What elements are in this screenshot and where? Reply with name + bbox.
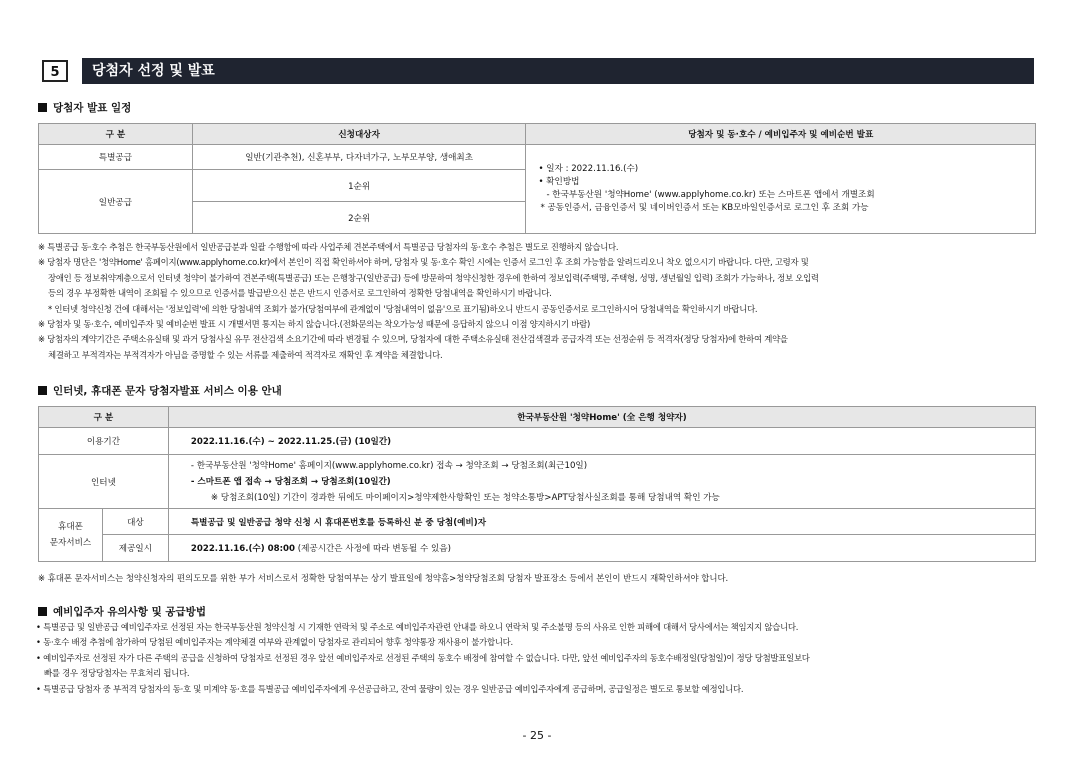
target-rank1: 1순위 xyxy=(192,170,526,202)
row-label-period: 이용기간 xyxy=(39,428,169,455)
announce-date: • 일자 : 2022.11.16.(수) xyxy=(538,164,639,174)
time-value: 2022.11.16.(수) 08:00 xyxy=(190,544,296,554)
note-line: 장애인 등 정보취약계층으로서 인터넷 청약이 불가하여 견본주택(특별공급) 또는 은행창구(일반공급) 등에 방문하여 청약신청한 경우에 한하여 정보입력(주택명, 주택형, 성명, 생년월일 입력) 조회가 가능하나, 정보 오입력 xyxy=(48,272,819,283)
time-note: (제공시간은 사정에 따라 변동될 수 있음) xyxy=(297,544,451,554)
square-bullet-icon xyxy=(38,103,47,112)
note-line: * 인터넷 청약신청 건에 대해서는 '정보입력'에 의한 당첨내역 조회가 불가(당첨여부에 관계없이 '당첨내역이 없음'으로 표기됨)하오니 반드시 공동인증서로 로그인하시어 당첨내역을 확인하시기 바랍니다. xyxy=(48,303,758,314)
row-label-general: 일반공급 xyxy=(39,170,193,234)
notes-schedule xyxy=(38,240,819,363)
bullet-line: 빠를 경우 정당당첨자는 무효처리 됩니다. xyxy=(44,668,190,679)
row-label-special: 특별공급 xyxy=(39,145,193,170)
internet-line-web: - 한국부동산원 '청약Home' 홈페이지(www.applyhome.co.kr) 접속 → 청약조회 → 당첨조회(최근10일) xyxy=(190,460,588,471)
time-cell xyxy=(168,535,1035,562)
col-header-category: 구 분 xyxy=(39,124,193,145)
note-line: 체결하고 부적격자는 부적격자가 아님을 증명할 수 있는 서류를 제출하여 적격자로 재확인 후 계약을 체결합니다. xyxy=(48,349,443,360)
schedule-table xyxy=(38,123,1036,234)
row-label-time: 제공일시 xyxy=(102,535,168,562)
row-label-sms: 휴대폰 문자서비스 xyxy=(39,509,103,562)
target-special: 일반(기관추천), 신혼부부, 다자녀가구, 노부모부양, 생애최초 xyxy=(192,145,526,170)
section-title: 당첨자 선정 및 발표 xyxy=(82,58,1034,84)
subsection-title-schedule: 당첨자 발표 일정 xyxy=(38,100,131,115)
note-line: 등의 경우 부정확한 내역이 조회될 수 있으므로 인증서를 발급받으신 분은 반드시 인증서로 로그인하여 정확한 당첨내역을 확인하시기 바랍니다. xyxy=(48,288,552,299)
note-line: ※ 당첨자 명단은 '청약Home' 홈페이지(www.applyhome.co.kr)에서 본인이 직접 확인하셔야 하며, 당첨자 및 동·호수 확인 시에는 인증서 로그인 후 조회 가능함을 알려드리오니 착오 없으시기 바랍니다. 다만, 고령자 및 xyxy=(38,257,809,268)
target-rank2: 2순위 xyxy=(192,202,526,234)
announce-method-detail: - 한국부동산원 '청약Home' (www.applyhome.co.kr) 또는 스마트폰 앱에서 개별조회 xyxy=(546,190,875,200)
square-bullet-icon xyxy=(38,386,47,395)
announce-method: • 확인방법 xyxy=(538,177,580,187)
note-line: ※ 특별공급 동·호수 추첨은 한국부동산원에서 일반공급분과 일괄 수행함에 따라 사업주체 견본주택에서 특별공급 당첨자의 동·호수 추첨은 별도로 진행하지 않습니다. xyxy=(38,242,619,252)
bullet-line: • 예비입주자로 선정된 자가 다른 주택의 공급을 신청하여 당첨자로 선정된 경우 앞선 예비입주자로 선정된 주택의 동호수 배정에 참여할 수 없습니다. 다만, 앞선 예비입주자의 동호수배정일(당첨일)이 정당 당첨발표일보다 xyxy=(36,652,810,663)
service-table xyxy=(38,406,1036,562)
note-line: ※ 당첨자의 계약기간은 주택소유실태 및 과거 당첨사실 유무 전산검색 소요기간에 따라 변경될 수 있으며, 당첨자에 대한 주택소유실태 전산검색결과 공급자격 또는 선정순위 등 적격자(정당 당첨자)에 한하여 계약을 xyxy=(38,334,788,345)
bullet-line: • 동·호수 배정 추첨에 참가하여 당첨된 예비입주자는 계약체결 여부와 관계없이 당첨자로 관리되어 향후 청약통장 재사용이 불가합니다. xyxy=(36,637,513,648)
page-number: - 25 - xyxy=(522,729,552,742)
section-number: 5 xyxy=(42,60,68,82)
period-value: 2022.11.16.(수) ~ 2022.11.25.(금) (10일간) xyxy=(168,428,1035,455)
col-header-announce: 당첨자 및 동·호수 / 예비입주자 및 예비순번 발표 xyxy=(526,124,1036,145)
col-header-category: 구 분 xyxy=(39,407,169,428)
subsection-title-service: 인터넷, 휴대폰 문자 당첨자발표 서비스 이용 안내 xyxy=(38,383,282,398)
internet-line-app: - 스마트폰 앱 접속 → 당첨조회 → 당첨조회(10일간) xyxy=(190,476,391,487)
col-header-target: 신청대상자 xyxy=(192,124,526,145)
subsection-title-waitlist: 예비입주자 유의사항 및 공급방법 xyxy=(38,604,206,619)
announce-cert-note: * 공동인증서, 금융인증서 및 네이버인증서 또는 KB모바일인증서로 로그인 후 조회 가능 xyxy=(540,203,869,213)
note-line: ※ 휴대폰 문자서비스는 청약신청자의 편의도모를 위한 부가 서비스로서 정확한 당첨여부는 상기 발표일에 청약홈>청약당첨조회 당첨자 발표장소 등에서 본인이 반드시 재확인하셔야 합니다. xyxy=(38,573,729,583)
section-header xyxy=(38,57,1034,84)
waitlist-bullets xyxy=(36,620,810,697)
square-bullet-icon xyxy=(38,607,47,616)
bullet-line: • 특별공급 및 일반공급 예비입주자로 선정된 자는 한국부동산원 청약신청 시 기재한 연락처 및 주소로 예비입주자관련 안내를 하오니 연락처 및 주소불명 등의 사유로 인한 피해에 대해서 당사에서는 책임지지 않습니다. xyxy=(36,622,799,632)
notes-service xyxy=(38,571,728,586)
target-value: 특별공급 및 일반공급 청약 신청 시 휴대폰번호를 등록하신 분 중 당첨(예비)자 xyxy=(168,509,1035,535)
bullet-line: • 특별공급 당첨자 중 부적격 당첨자의 동·호 및 미계약 동·호를 특별공급 예비입주자에게 우선공급하고, 잔여 물량이 있는 경우 일반공급 예비입주자에게 공급하며, 공급일정은 별도로 통보할 예정입니다. xyxy=(36,683,744,694)
note-line: ※ 당첨자 및 동·호수, 예비입주자 및 예비순번 발표 시 개별서면 통지는 하지 않습니다.(전화문의는 착오가능성 때문에 응답하지 않으니 이점 양지하시기 바람) xyxy=(38,319,590,330)
row-label-internet: 인터넷 xyxy=(39,455,169,509)
internet-cell xyxy=(168,455,1035,509)
col-header-applyhome: 한국부동산원 '청약Home' (全 은행 청약자) xyxy=(168,407,1035,428)
row-label-target: 대상 xyxy=(102,509,168,535)
announce-cell xyxy=(526,145,1036,234)
internet-line-note: ※ 당첨조회(10일) 기간이 경과한 뒤에도 마이페이지>청약제한사항확인 또는 청약소통방>APT당첨사실조회를 통해 당첨내역 확인 가능 xyxy=(210,492,720,503)
